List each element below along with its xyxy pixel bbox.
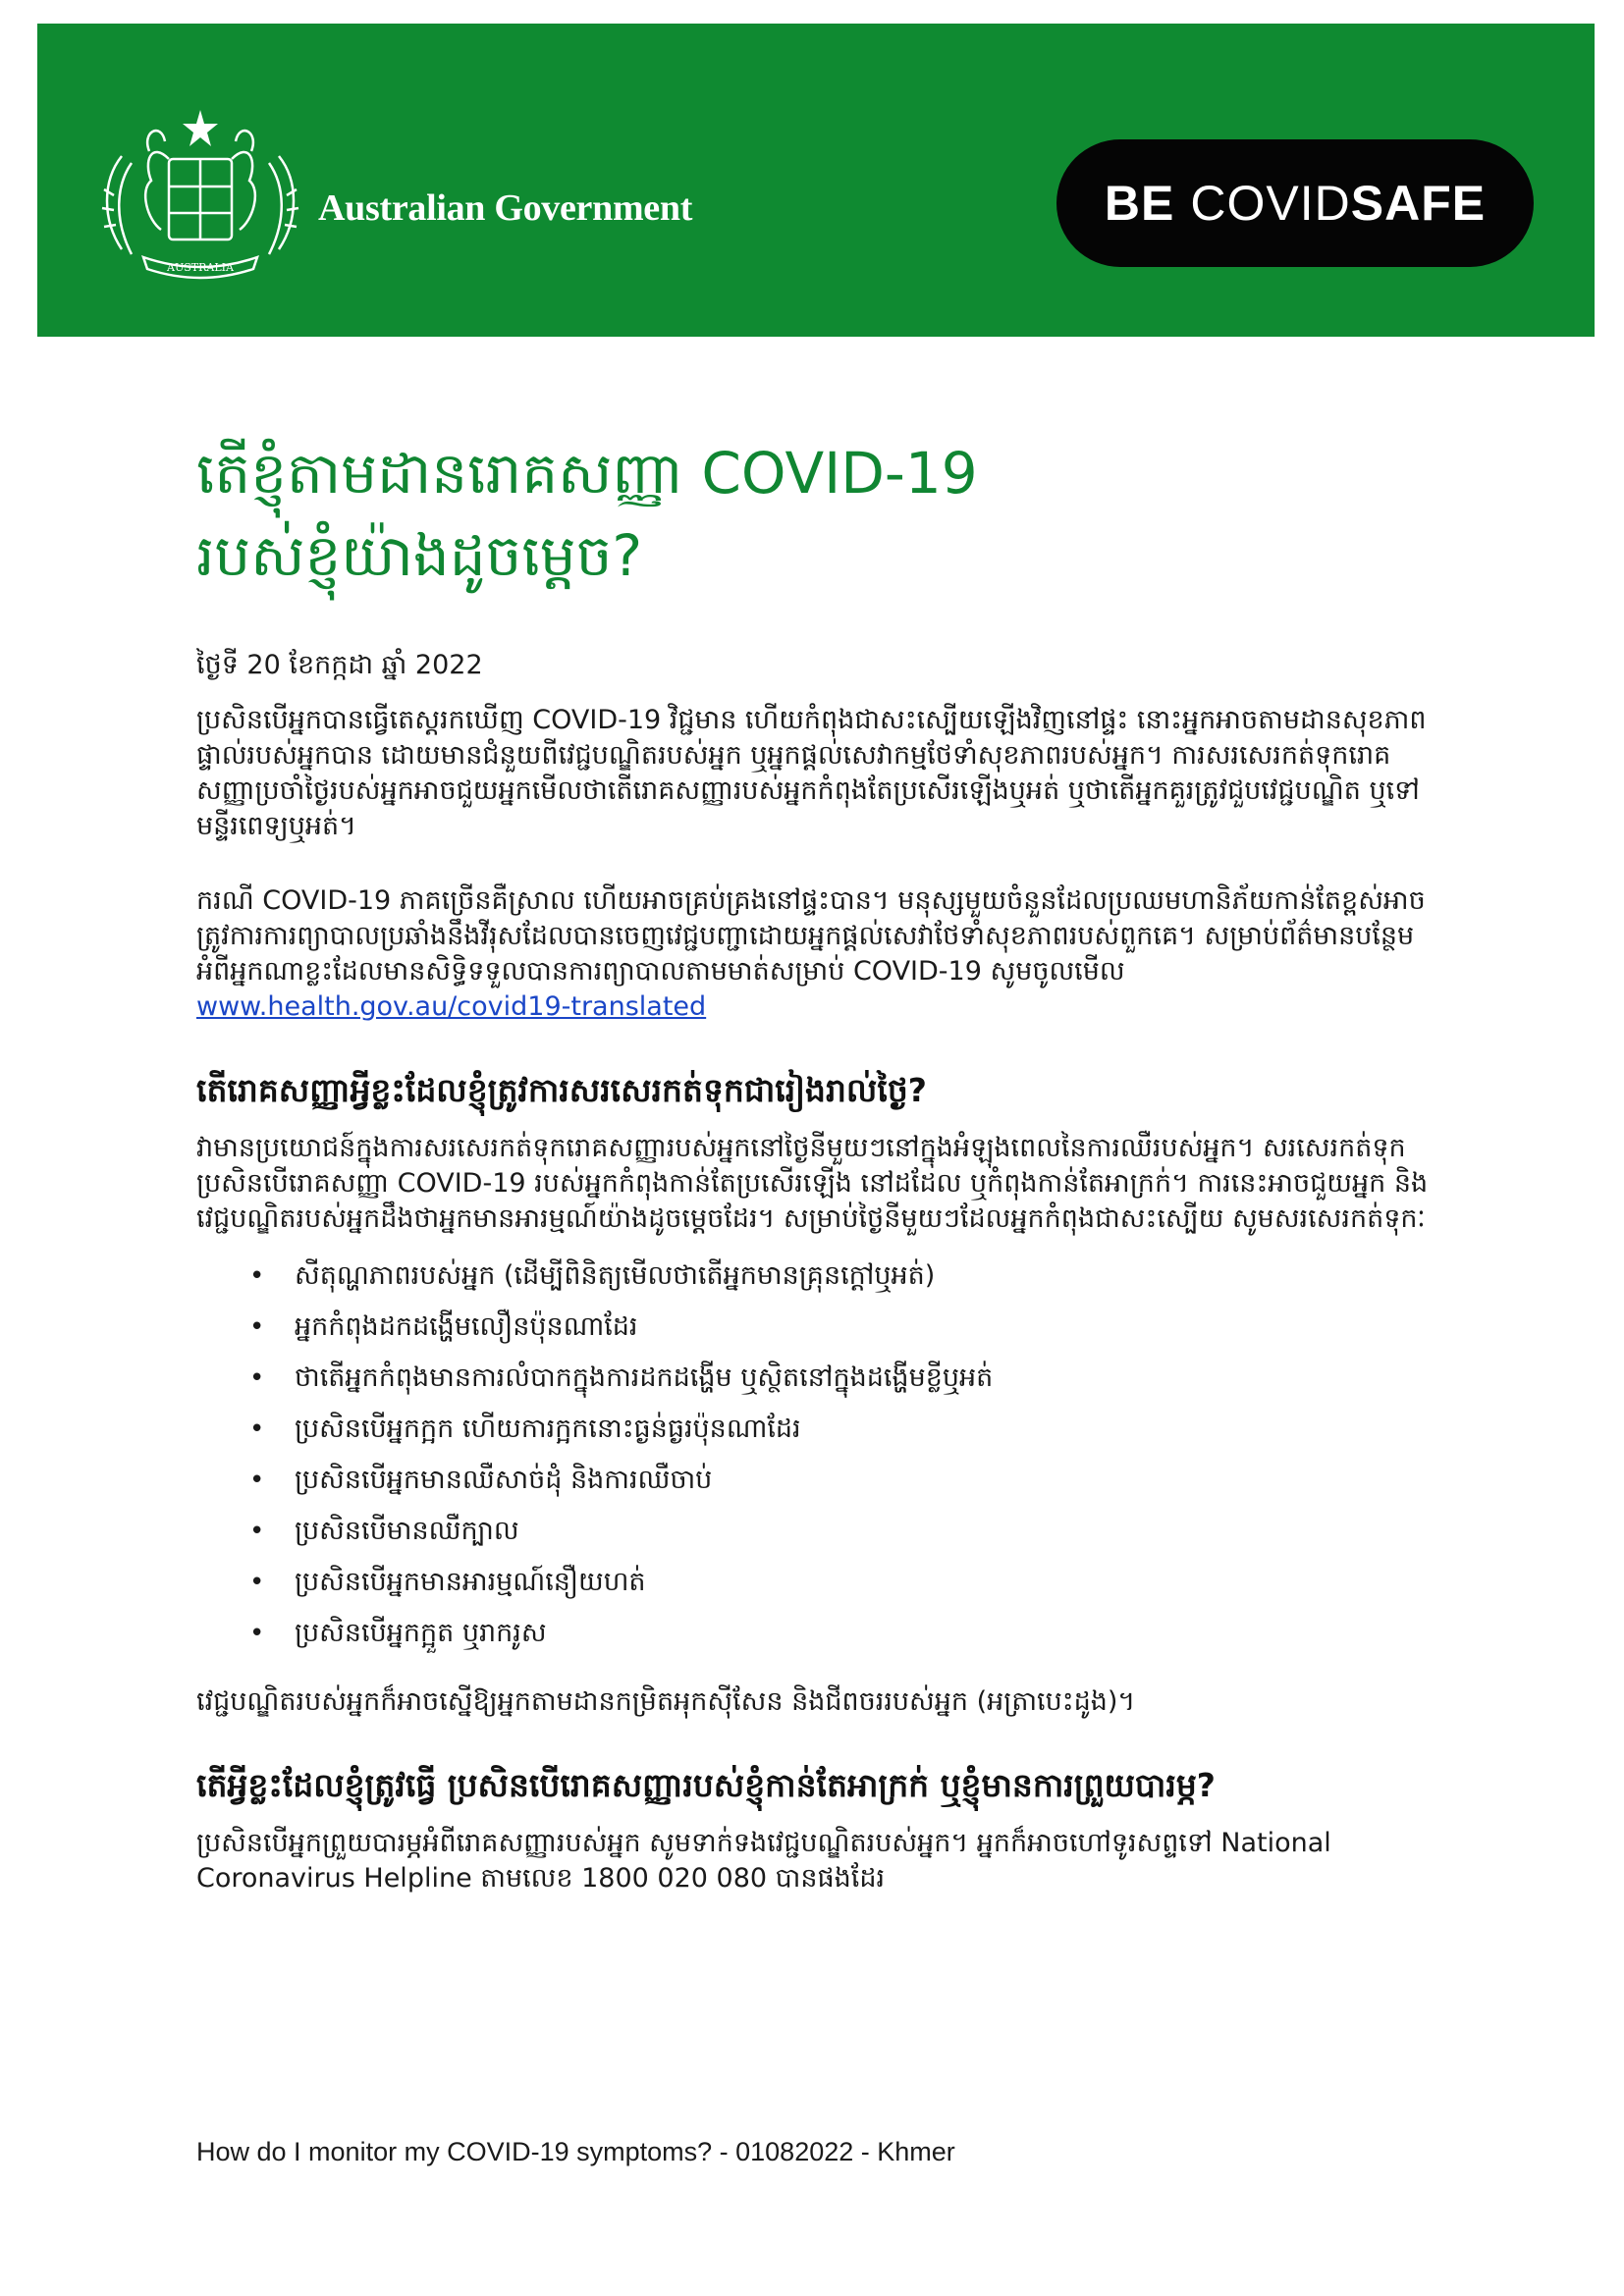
government-name: Australian Government xyxy=(318,187,693,229)
badge-safe: SAFE xyxy=(1350,176,1487,231)
section-2-heading: តើអ្វីខ្លះដែលខ្ញុំត្រូវធ្វើ ប្រសិនបើរោគសញ្ញារបស់ខ្ញុំកាន់តែអាក្រក់ ឬខ្ញុំមានការព្រួយបារម្ភ? xyxy=(196,1766,1216,1804)
publication-date: ថ្ងៃទី 20 ខែកក្កដា ឆ្នាំ 2022 xyxy=(196,650,483,680)
badge-be: BE xyxy=(1104,176,1175,231)
title-line-1: តើខ្ញុំតាមដានរោគសញ្ញា COVID-19 xyxy=(196,440,978,507)
coat-of-arms-icon xyxy=(92,102,308,289)
section-1-paragraph: វាមានប្រយោជន៍ក្នុងការសរសេរកត់ទុករោគសញ្ញារបស់អ្នកនៅថ្ងៃនីមួយៗនៅក្នុងអំឡុងពេលនៃការឈឺរបស់អ្នក។ សរសេរកត់ទុក ប្រសិនបើរោគសញ្ញា COVID-19 របស់អ្នកកំពុងកាន់តែប្រសើរឡើង នៅដដែល ឬកំពុងកាន់តែអាក្រក់។ ការនេះអាចជួយអ្នក និងវេជ្ជបណ្ឌិតរបស់អ្នកដឹងថាអ្នកមានអារម្មណ៍យ៉ាងដូចម្តេចដែរ។ សម្រាប់ថ្ងៃនីមួយៗដែលអ្នកកំពុងជាសះស្បើយ សូមសរសេរកត់ទុកៈ xyxy=(196,1133,1429,1234)
badge-covid: COVID xyxy=(1190,176,1351,231)
section-1-heading: តើរោគសញ្ញាអ្វីខ្លះដែលខ្ញុំត្រូវការសរសេរកត់ទុកជារៀងរាល់ថ្ងៃ? xyxy=(196,1071,927,1109)
symptom-list xyxy=(196,1251,1434,1659)
list-item: • ថាតើអ្នកកំពុងមានការលំបាកក្នុងការដកដង្ហើម ឬស្ថិតនៅក្នុងដង្ហើមខ្លីឬអត់ xyxy=(295,1353,1434,1404)
list-item: • អ្នកកំពុងដកដង្ហើមលឿនប៉ុនណាដែរ xyxy=(295,1302,1434,1353)
section-2-paragraph: ប្រសិនបើអ្នកព្រួយបារម្ភអំពីរោគសញ្ញារបស់អ្នក សូមទាក់ទងវេជ្ជបណ្ឌិតរបស់អ្នក។ អ្នកក៏អាចហៅទូរសព្ទទៅ National Coronavirus Helpline តាមលេខ 1800 020 080 បានផងដែរ xyxy=(196,1828,1331,1894)
header-banner xyxy=(37,24,1595,337)
page-title xyxy=(196,432,1434,597)
intro-paragraph-2-text: ករណី COVID-19 ភាគច្រើនគឺស្រាល ហើយអាចគ្រប់គ្រងនៅផ្ទះបាន។ មនុស្សមួយចំនួនដែលប្រឈមហានិភ័យកាន់តែខ្ពស់អាចត្រូវការការព្យាបាលប្រឆាំងនឹងវីរុសដែលបានចេញវេជ្ជបញ្ជាដោយអ្នកផ្ដល់សេវាថែទាំសុខភាពរបស់ពួកគេ។ សម្រាប់ព័ត៌មានបន្ថែមអំពីអ្នកណាខ្លះដែលមានសិទ្ធិទទួលបានការព្យាបាលតាមមាត់សម្រាប់ COVID-19 សូមចូលមើល xyxy=(196,885,1426,987)
main-content xyxy=(196,432,1434,1896)
health-translated-link[interactable]: www.health.gov.au/covid19-translated xyxy=(196,991,707,1022)
list-item: • ប្រសិនបើមានឈឺក្បាល xyxy=(295,1506,1434,1557)
crest-banner-text: AUSTRALIA xyxy=(167,261,234,274)
title-line-2: របស់ខ្ញុំយ៉ាងដូចម្តេច? xyxy=(196,522,643,589)
document-footer: How do I monitor my COVID-19 symptoms? - 01082022 - Khmer xyxy=(196,2137,955,2166)
list-item: • ប្រសិនបើអ្នកក្អក ហើយការក្អកនោះធ្ងន់ធ្ងរប៉ុនណាដែរ xyxy=(295,1404,1434,1455)
be-covidsafe-badge xyxy=(1056,139,1534,267)
intro-paragraph-2 xyxy=(196,883,1434,1025)
list-item: • ប្រសិនបើអ្នកក្អួត ឬរាករូស xyxy=(295,1608,1434,1659)
list-item: • ប្រសិនបើអ្នកមានឈឺសាច់ដុំ និងការឈឺចាប់ xyxy=(295,1455,1434,1506)
intro-paragraph-1: ប្រសិនបើអ្នកបានធ្វើតេស្តរកឃើញ COVID-19 វិជ្ជមាន ហើយកំពុងជាសះស្បើយឡើងវិញនៅផ្ទះ នោះអ្នកអាចតាមដានសុខភាពផ្ទាល់របស់អ្នកបាន ដោយមានជំនួយពីវេជ្ជបណ្ឌិតរបស់អ្នក ឬអ្នកផ្ដល់សេវាកម្មថែទាំសុខភាពរបស់អ្នក។ ការសរសេរកត់ទុករោគសញ្ញាប្រចាំថ្ងៃរបស់អ្នកអាចជួយអ្នកមើលថាតើរោគសញ្ញារបស់អ្នកកំពុងតែប្រសើរឡើងឬអត់ ឬថាតើអ្នកគួរត្រូវជួបវេជ្ជបណ្ឌិត ឬទៅមន្ទីរពេទ្យឬអត់។ xyxy=(196,705,1427,841)
list-item: • ប្រសិនបើអ្នកមានអារម្មណ៍នឿយហត់ xyxy=(295,1557,1434,1608)
list-item: • សីតុណ្ហភាពរបស់អ្នក (ដើម្បីពិនិត្យមើលថាតើអ្នកមានគ្រុនក្ដៅឬអត់) xyxy=(295,1251,1434,1302)
section-1-closing: វេជ្ជបណ្ឌិតរបស់អ្នកក៏អាចស្នើឱ្យអ្នកតាមដានកម្រិតអុកស៊ីសែន និងជីពចររបស់អ្នក (អត្រាបេះដូង)។ xyxy=(196,1686,1136,1717)
